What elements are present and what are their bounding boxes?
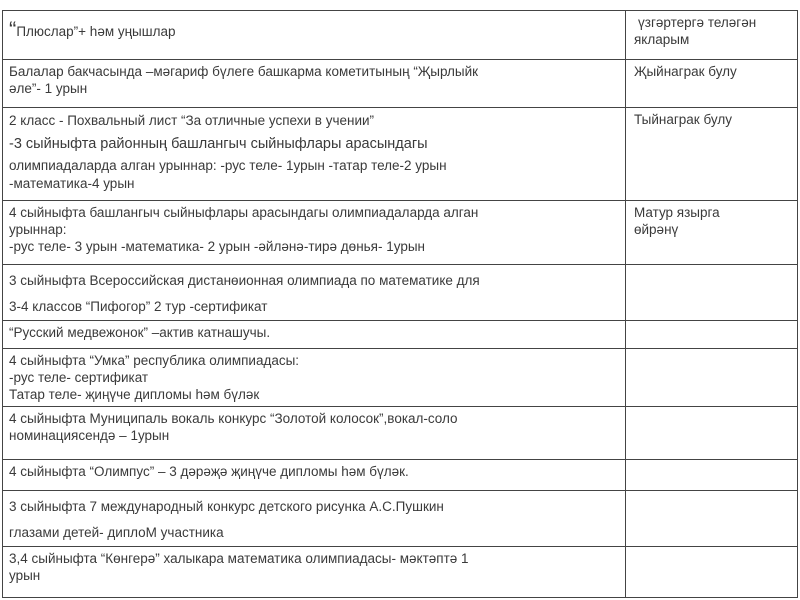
achievements-table <box>2 10 798 598</box>
table-row <box>3 349 798 407</box>
table-row <box>3 491 798 547</box>
achievement-line: 3-4 классов “Пифогор” 2 тур -сертификат <box>9 299 268 314</box>
table-row <box>3 201 798 265</box>
improvement-line: Җыйнаграк булу <box>634 64 737 79</box>
achievement-cell <box>3 491 626 547</box>
improvement-line: Тыйнаграк булу <box>634 112 732 127</box>
achievement-line: Балалар бакчасында –мәгариф бүлеге башкарма кометитының “Җырлыйк <box>9 64 479 79</box>
achievement-line: 3,4 сыйныфта “Көнгерә” халыкара математика олимпиадасы- мәктәптә 1 <box>9 551 469 566</box>
achievement-line: глазами детей- диплоМ участника <box>9 525 224 540</box>
achievement-line: 4 сыйныфта “Умка” республика олимпиадасы: <box>9 353 300 368</box>
achievement-cell <box>3 460 626 491</box>
achievement-line: “Русский медвежонок” –актив катнашучы. <box>9 325 271 340</box>
achievement-line: -рус теле- сертификат <box>9 370 149 385</box>
achievement-line: -математика-4 урын <box>9 176 135 191</box>
achievement-line: урыннар: <box>9 222 67 237</box>
achievement-line: әле”- 1 урын <box>9 81 88 96</box>
achievement-cell <box>3 60 626 108</box>
improvement-cell <box>626 265 798 321</box>
achievement-line: Татар теле- җиңүче дипломы һәм бүләк <box>9 387 260 402</box>
header-pluses <box>3 11 626 60</box>
table-row <box>3 321 798 349</box>
improvement-cell <box>626 407 798 460</box>
achievement-line: 4 сыйныфта “Олимпус” – 3 дәрәҗә җиңүче дипломы һәм бүләк. <box>9 464 409 479</box>
header-improve-line: якларым <box>634 32 690 47</box>
header-improve <box>626 11 798 60</box>
achievement-cell <box>3 108 626 201</box>
achievement-cell <box>3 321 626 349</box>
achievement-line: олимпиадаларда алган урыннар: -рус теле- 1урын -татар теле-2 урын <box>9 158 447 173</box>
improvement-cell <box>626 349 798 407</box>
open-quote: “ <box>9 17 17 42</box>
improvement-cell <box>626 60 798 108</box>
achievement-cell <box>3 407 626 460</box>
achievement-cell <box>3 547 626 598</box>
achievement-line: 3 сыйныфта 7 международный конкурс детского рисунка А.С.Пушкин <box>9 499 444 514</box>
header-pluses-text: Плюслар”+ һәм уңышлар <box>16 24 176 39</box>
achievement-line: 3 сыйныфта Всероссийская дистанөионная олимпиада по математике для <box>9 273 480 288</box>
achievement-cell <box>3 349 626 407</box>
header-row <box>3 11 798 60</box>
achievement-line: -3 сыйныфта районның башлангыч сыйныфлары арасындагы <box>9 136 428 152</box>
table-row <box>3 108 798 201</box>
improvement-cell <box>626 201 798 265</box>
achievement-line: 4 сыйныфта Муниципаль вокаль конкурс “Золотой колосок”,вокал-соло <box>9 411 458 426</box>
achievement-line: -рус теле- 3 урын -математика- 2 урын -әйләнә-тирә дөнья- 1урын <box>9 239 426 254</box>
header-improve-line: үзгәртергә теләгән <box>638 15 757 30</box>
table-row <box>3 265 798 321</box>
achievement-cell <box>3 265 626 321</box>
achievement-line: 2 класс - Похвальный лист “За отличные успехи в учении” <box>9 113 375 128</box>
achievement-line: номинациясендә – 1урын <box>9 428 170 443</box>
improvement-line: Матур язырга <box>634 205 720 220</box>
improvement-line: өйрәнү <box>634 222 679 237</box>
table-row <box>3 407 798 460</box>
achievement-line: 4 сыйныфта башлангыч сыйныфлары арасындагы олимпиадаларда алган <box>9 205 479 220</box>
table-row <box>3 60 798 108</box>
improvement-cell <box>626 491 798 547</box>
improvement-cell <box>626 321 798 349</box>
achievement-cell <box>3 201 626 265</box>
improvement-cell <box>626 108 798 201</box>
improvement-cell <box>626 460 798 491</box>
table-row <box>3 547 798 598</box>
improvement-cell <box>626 547 798 598</box>
achievement-line: урын <box>9 568 41 583</box>
table-row <box>3 460 798 491</box>
